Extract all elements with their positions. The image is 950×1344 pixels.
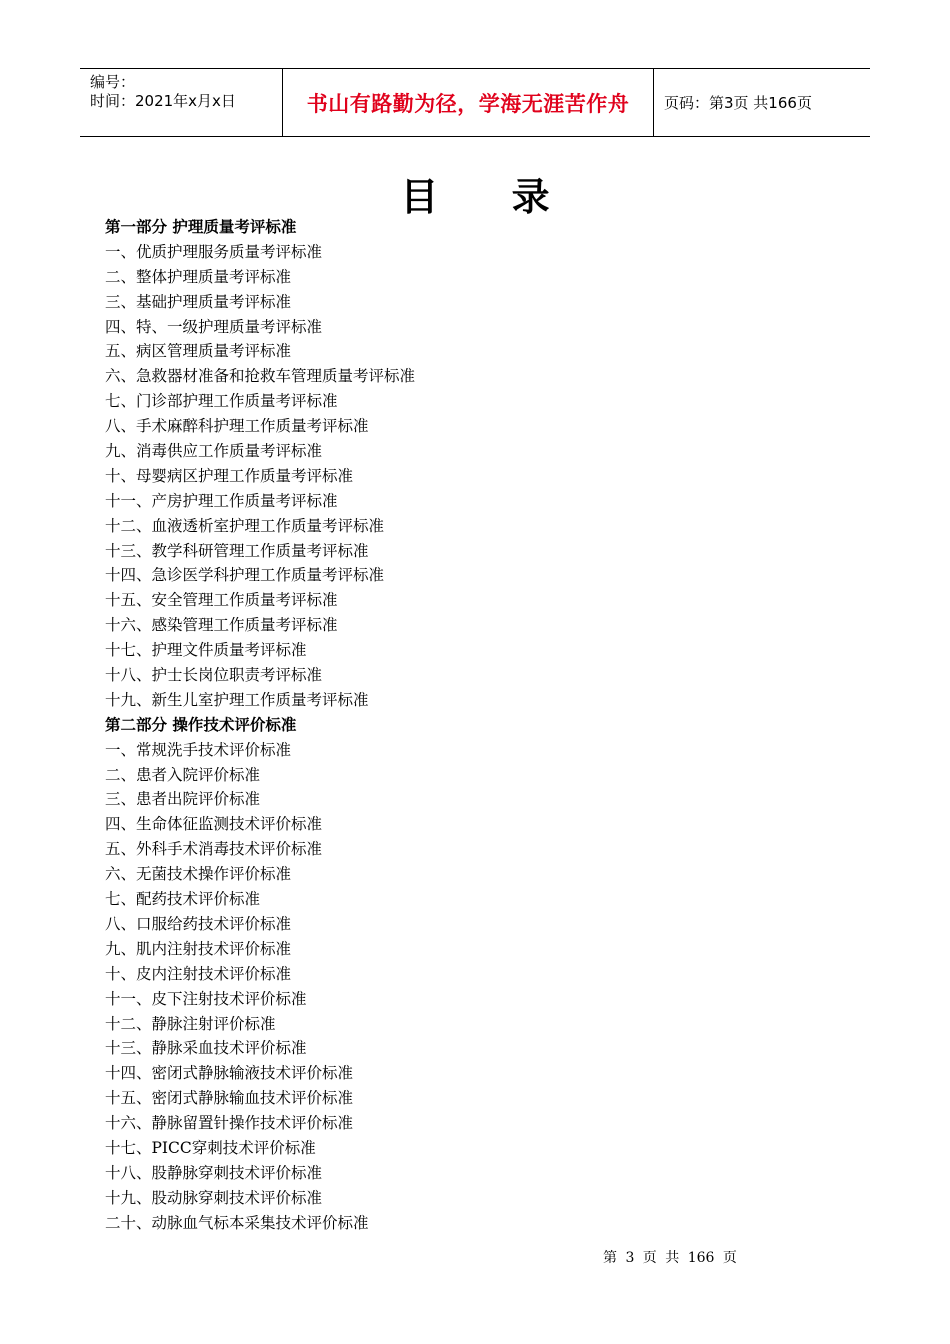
toc-item: 五、外科手术消毒技术评价标准: [105, 840, 323, 859]
toc-item: 十四、密闭式静脉输液技术评价标准: [105, 1064, 354, 1083]
toc-item: 一、常规洗手技术评价标准: [105, 740, 292, 759]
page-info: 页码：第3页 共166页: [664, 94, 812, 112]
toc-item: 十三、静脉采血技术评价标准: [105, 1039, 307, 1058]
toc-item: 十五、安全管理工作质量考评标准: [105, 591, 338, 610]
toc-item: 十九、新生儿室护理工作质量考评标准: [105, 690, 369, 709]
toc-item: 三、患者出院评价标准: [105, 790, 261, 809]
toc-item: 十二、血液透析室护理工作质量考评标准: [105, 516, 385, 535]
table-of-contents: [105, 215, 805, 1236]
toc-item: 十一、产房护理工作质量考评标准: [105, 491, 338, 510]
toc-item: 十五、密闭式静脉输血技术评价标准: [105, 1089, 354, 1108]
toc-item: 十、皮内注射技术评价标准: [105, 964, 292, 983]
toc-item: 六、无菌技术操作评价标准: [105, 865, 292, 884]
toc-item: 十八、股静脉穿刺技术评价标准: [105, 1163, 323, 1182]
toc-item: 十七、护理文件质量考评标准: [105, 641, 307, 660]
toc-item: 十六、静脉留置针操作技术评价标准: [105, 1114, 354, 1133]
toc-item: 十、母婴病区护理工作质量考评标准: [105, 466, 354, 485]
toc-item: 七、配药技术评价标准: [105, 890, 261, 909]
header-motto-cell: [282, 69, 654, 136]
toc-item: 十八、护士长岗位职责考评标准: [105, 666, 323, 685]
toc-section-heading: 第一部分 护理质量考评标准: [105, 217, 297, 236]
toc-item: 一、优质护理服务质量考评标准: [105, 242, 323, 261]
number-label: 编号：: [90, 73, 136, 91]
toc-item: 五、病区管理质量考评标准: [105, 342, 292, 361]
toc-item: 二、患者入院评价标准: [105, 765, 261, 784]
toc-item: 十二、静脉注射评价标准: [105, 1014, 276, 1033]
toc-item: 十一、皮下注射技术评价标准: [105, 989, 307, 1008]
toc-section-heading: 第二部分 操作技术评价标准: [105, 714, 297, 734]
toc-item: 十四、急诊医学科护理工作质量考评标准: [105, 566, 385, 585]
toc-item: 十七、PICC穿刺技术评价标准: [105, 1138, 316, 1157]
page-title: 目 录: [400, 174, 580, 219]
toc-item: 七、门诊部护理工作质量考评标准: [105, 392, 338, 411]
toc-item: 十六、感染管理工作质量考评标准: [105, 616, 338, 635]
toc-item: 八、手术麻醉科护理工作质量考评标准: [105, 417, 369, 436]
toc-item: 六、急救器材准备和抢救车管理质量考评标准: [105, 367, 416, 386]
motto-text: 书山有路勤为径，学海无涯苦作舟: [306, 91, 630, 116]
time-label: 时间：2021年x月x日: [90, 92, 236, 110]
header-page-info-cell: [654, 69, 870, 136]
toc-item: 二十、动脉血气标本采集技术评价标准: [105, 1213, 369, 1232]
toc-item: 八、口服给药技术评价标准: [105, 914, 292, 933]
toc-item: 二、整体护理质量考评标准: [105, 267, 292, 286]
toc-item: 九、肌内注射技术评价标准: [105, 939, 292, 958]
toc-item: 九、消毒供应工作质量考评标准: [105, 442, 323, 461]
toc-item: 十九、股动脉穿刺技术评价标准: [105, 1188, 323, 1207]
page-footer: 第 3 页 共 166 页: [603, 1250, 737, 1266]
toc-item: 四、特、一级护理质量考评标准: [105, 317, 323, 336]
toc-item: 四、生命体征监测技术评价标准: [105, 815, 323, 834]
toc-item: 十三、教学科研管理工作质量考评标准: [105, 541, 369, 560]
toc-item: 三、基础护理质量考评标准: [105, 292, 292, 311]
page-header: [80, 68, 870, 137]
header-meta: [80, 69, 282, 136]
